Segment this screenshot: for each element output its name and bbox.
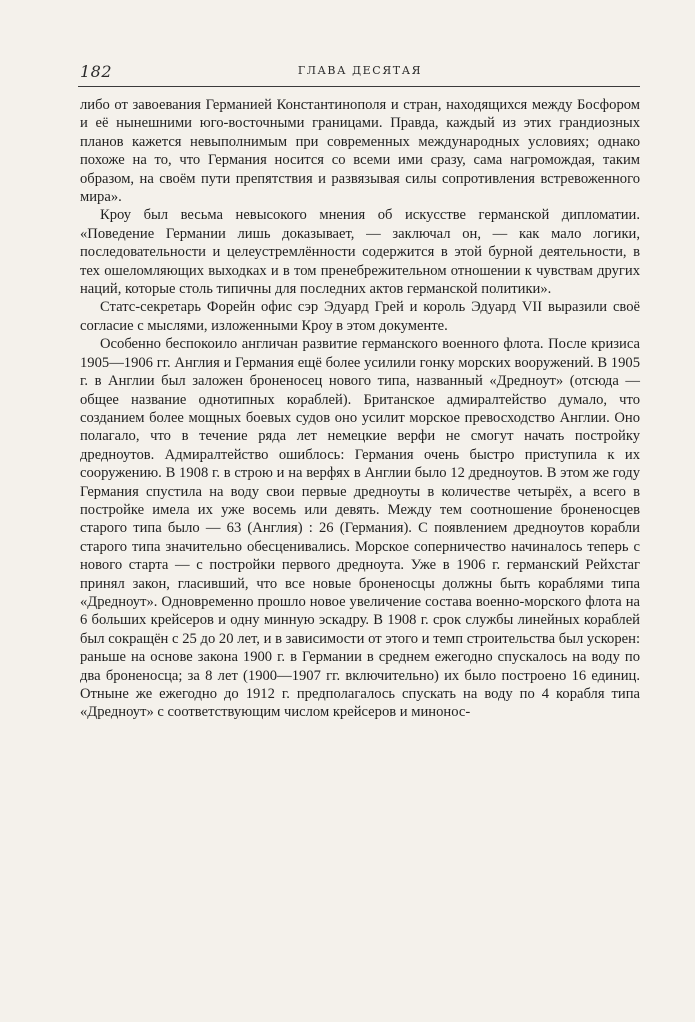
paragraph-2: Кроу был весьма невысокого мнения об искусстве германской дипломатии. «Поведение Германии лишь доказывает, — заключал он, — как мало логики, последовательности и целеустремлённости содержится в этой бурной деятельности, в тех ошеломляющих выходках и в том пренебрежительном отношении к чувствам других наций, которые столь типичны для последних актов германской политики».: [80, 207, 640, 298]
paragraph-1: либо от завоевания Германией Константинополя и стран, находящихся между Босфором и её нынешними юго-восточными границами. Правда, каждый из этих грандиозных планов кажется невыполнимым при современных международных условиях; однако похоже на то, что Германия носится со всеми ими сразу, сама нагромождая, таким образом, на своём пути препятствия и развязывая силы сопротивления встревоженного мира».: [80, 97, 640, 206]
page-number: 182: [80, 62, 113, 81]
paragraph-4: Особенно беспокоило англичан развитие германского военного флота. После кризиса 1905—1906 гг. Англия и Германия ещё более усилили гонку морских вооружений. В 1905 г. в Англии был заложен броненосец нового типа, названный «Дредноут» (отсюда — общее название однотипных кораблей). Британское адмиралтейство думало, что созданием более мощных боевых судов оно усилит морское превосходство Англии. Оно полагало, что в течение ряда лет немецкие верфи не смогут начать постройку дредноутов. Адмиралтейство ошиблось: Германия очень быстро приступила к их сооружению. В 1908 г. в строю и на верфях в Англии было 12 дредноутов. В этом же году Германия спустила на воду свои первые дредноуты в количестве четырёх, а всего в постройке имела их уже восемь или девять. Между тем соотношение броненосцев старого типа было — 63 (Англия) : 26 (Германия). С появлением дредноутов корабли старого типа значительно обесценивались. Морское соперничество начиналось теперь с нового старта — с постройки первого дредноута. Уже в 1906 г. германский Рейхстаг принял закон, гласивший, что все новые броненосцы должны быть кораблями типа «Дредноут». Одновременно прошло новое увеличение состава военно-морского флота на 6 больших крейсеров и одну минную эскадру. В 1908 г. срок службы линейных кораблей был сокращён с 25 до 20 лет, и в зависимости от этого и темп строительства был ускорен: раньше на основе закона 1900 г. в Германии в среднем ежегодно спускалось на воду по два броненосца; за 8 лет (1900—1907 гг. включительно) их было построено 16 единиц. Отныне же ежегодно до 1912 г. предполагалось спускать на воду по 4 корабля типа «Дредноут» с соответствующим числом крейсеров и минонос-: [80, 336, 640, 721]
running-head: ГЛАВА ДЕСЯТАЯ: [297, 64, 423, 77]
paragraph-3: Статс-секретарь Форейн офис сэр Эдуард Грей и король Эдуард VII выразили своё согласие с мыслями, изложенными Кроу в этом документе.: [80, 299, 640, 334]
header-rule: [78, 86, 640, 87]
page-header: [80, 62, 640, 84]
body-text: [80, 96, 640, 722]
